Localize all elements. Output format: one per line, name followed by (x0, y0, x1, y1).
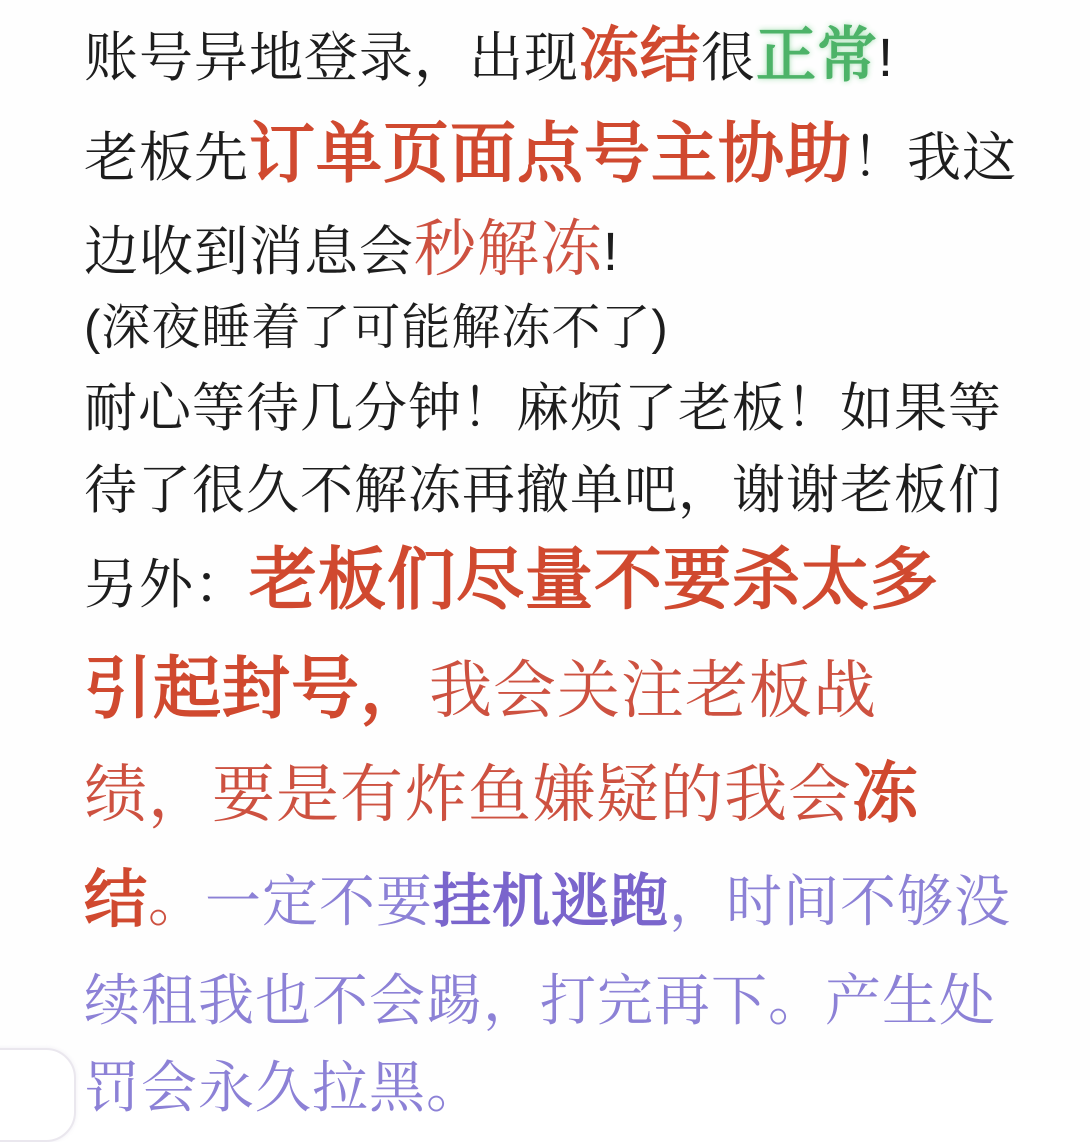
text-segment: ! (603, 222, 620, 283)
text-segment-emphasis-red: 秒解冻 (414, 215, 604, 285)
text-line-12 (84, 1057, 1060, 1120)
text-segment: 耐心等待几分钟！麻烦了老板！如果等 (84, 379, 1002, 439)
text-line-3 (84, 215, 1060, 284)
bubble-corner-decoration (0, 1048, 76, 1142)
text-line-5 (84, 379, 1060, 438)
text-segment-emphasis-purple: ，时间不够没 (669, 870, 1012, 934)
text-segment: 很 (701, 28, 756, 88)
text-segment: 待了很久不解冻再撤单吧，谢谢老板们 (84, 460, 1002, 520)
text-segment: ! (878, 28, 895, 88)
text-line-4 (84, 301, 1060, 356)
text-segment-emphasis-purple: 罚会永久拉黑。 (84, 1055, 483, 1119)
text-segment-emphasis-red: 我会关注老板战 (429, 656, 878, 727)
text-line-8 (84, 651, 1060, 727)
text-segment: 另外： (84, 555, 249, 616)
text-segment-emphasis-purple: 续租我也不会踢，打完再下。产生处 (84, 968, 996, 1032)
text-segment-emphasis-red: 引起封号， (84, 651, 430, 728)
notice-text-block (84, 22, 1060, 1119)
text-line-2 (84, 117, 1060, 191)
text-segment-emphasis-red: 绩，要是有炸鱼嫌疑的我会 (84, 760, 852, 831)
text-line-6 (84, 461, 1060, 520)
text-line-10 (84, 865, 1060, 936)
text-segment-emphasis-red: 冻 (852, 756, 919, 831)
text-line-9 (84, 757, 1060, 831)
text-segment-emphasis-red: 订单页面点号主协助 (249, 116, 852, 191)
text-segment-emphasis-red: 结 (84, 865, 148, 936)
text-segment-emphasis-red: 。 (148, 870, 205, 934)
text-line-11 (84, 970, 1060, 1033)
text-segment: 边收到消息会 (84, 222, 414, 283)
text-segment: 老板先 (84, 128, 249, 189)
text-segment: (深夜睡着了可能解冻不了) (84, 300, 669, 355)
text-segment: 账号异地登录，出现 (84, 28, 579, 88)
text-segment-emphasis-red: 老板们尽量不要杀太多 (249, 542, 940, 619)
text-line-7 (84, 542, 1060, 618)
text-segment-emphasis-red: 冻结 (579, 22, 701, 89)
text-segment-emphasis-green: 正常 (756, 22, 878, 89)
text-segment: ！我这 (852, 128, 1017, 189)
text-segment-emphasis-purple: 挂机逃跑 (433, 869, 670, 935)
text-segment-emphasis-purple: 一定不要 (205, 870, 433, 934)
text-line-1 (84, 22, 1060, 89)
